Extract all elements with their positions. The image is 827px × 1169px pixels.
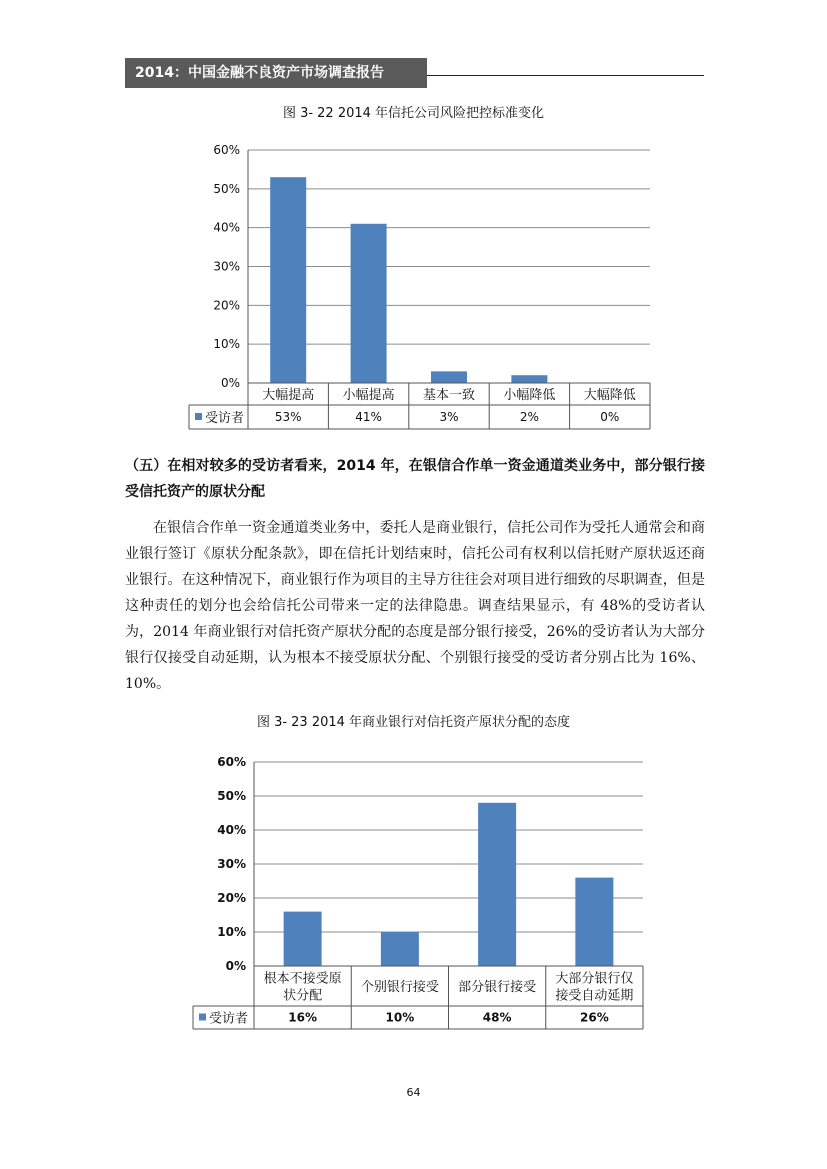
category-label: 个别银行接受 [360, 980, 439, 995]
y-tick-label: 20% [213, 298, 240, 313]
data-label: 53% [274, 410, 302, 424]
y-tick-label: 10% [217, 925, 246, 939]
y-tick-label: 10% [213, 337, 240, 352]
legend-label: 受访者 [209, 1011, 249, 1027]
category-label: 根本不接受原 [263, 971, 342, 987]
y-tick-label: 30% [213, 259, 240, 274]
data-label: 48% [482, 1010, 512, 1025]
bar [381, 932, 419, 966]
y-tick-label: 30% [217, 857, 246, 871]
category-label: 状分配 [283, 988, 323, 1004]
legend-label: 受访者 [205, 411, 245, 426]
y-tick-label: 0% [225, 959, 246, 973]
report-header-title: 2014：中国金融不良资产市场调查报告 [125, 58, 427, 88]
data-label: 26% [580, 1010, 609, 1025]
category-label: 小幅降低 [503, 388, 556, 403]
legend-swatch [199, 1014, 206, 1021]
data-label: 0% [600, 410, 620, 424]
category-label: 接受自动延期 [555, 988, 634, 1004]
y-tick-label: 60% [213, 143, 240, 157]
y-tick-label: 20% [217, 891, 246, 905]
section-body: 在银信合作单一资金通道类业务中，委托人是商业银行，信托公司作为受托人通常会和商业银行签订《原状分配条款》，即在信托计划结束时，信托公司有权利以信托财产原状返还商业银行。在这种情况下，商业银行作为项目的主导方往往会对项目进行细致的尽职调查，但是这种责任的划分也会给信托公司带来一定的法律隐患。调查结果显示，有 48%的受访者认为，2014 年商业银行对信托资产原状分配的态度是部分银行接受，26%的受访者认为大部分银行仅接受自动延期，认为根本不接受原状分配、个别银行接受的受访者分别占比为 16%、10%。 [125, 520, 705, 692]
data-label: 41% [355, 410, 382, 424]
y-tick-label: 60% [217, 755, 246, 769]
category-label: 基本一致 [422, 388, 476, 403]
category-label: 大部分银行仅 [555, 971, 634, 987]
y-tick-label: 0% [220, 376, 240, 390]
page-number: 64 [406, 1086, 421, 1099]
y-tick-label: 50% [213, 181, 240, 196]
y-tick-label: 40% [217, 823, 246, 837]
category-label: 大幅降低 [583, 388, 636, 403]
data-label: 16% [288, 1010, 317, 1025]
category-label: 小幅提高 [342, 388, 395, 403]
figure2-caption: 图 3- 23 2014 年商业银行对信托资产原状分配的态度 [256, 715, 571, 730]
data-label: 3% [439, 410, 459, 424]
section-heading: （五）在相对较多的受访者看来，2014 年，在银信合作单一资金通道类业务中，部分银行接受信托资产的原状分配 [125, 458, 705, 500]
data-label: 2% [519, 410, 539, 424]
bar [478, 803, 516, 966]
category-label: 大幅提高 [262, 388, 315, 403]
bar [284, 912, 322, 966]
data-label: 10% [385, 1010, 415, 1025]
figure1-caption: 图 3- 22 2014 年信托公司风险把控标准变化 [282, 106, 545, 121]
y-tick-label: 40% [213, 220, 240, 235]
category-label: 部分银行接受 [458, 980, 537, 995]
y-tick-label: 50% [217, 789, 246, 803]
bar [575, 878, 613, 966]
